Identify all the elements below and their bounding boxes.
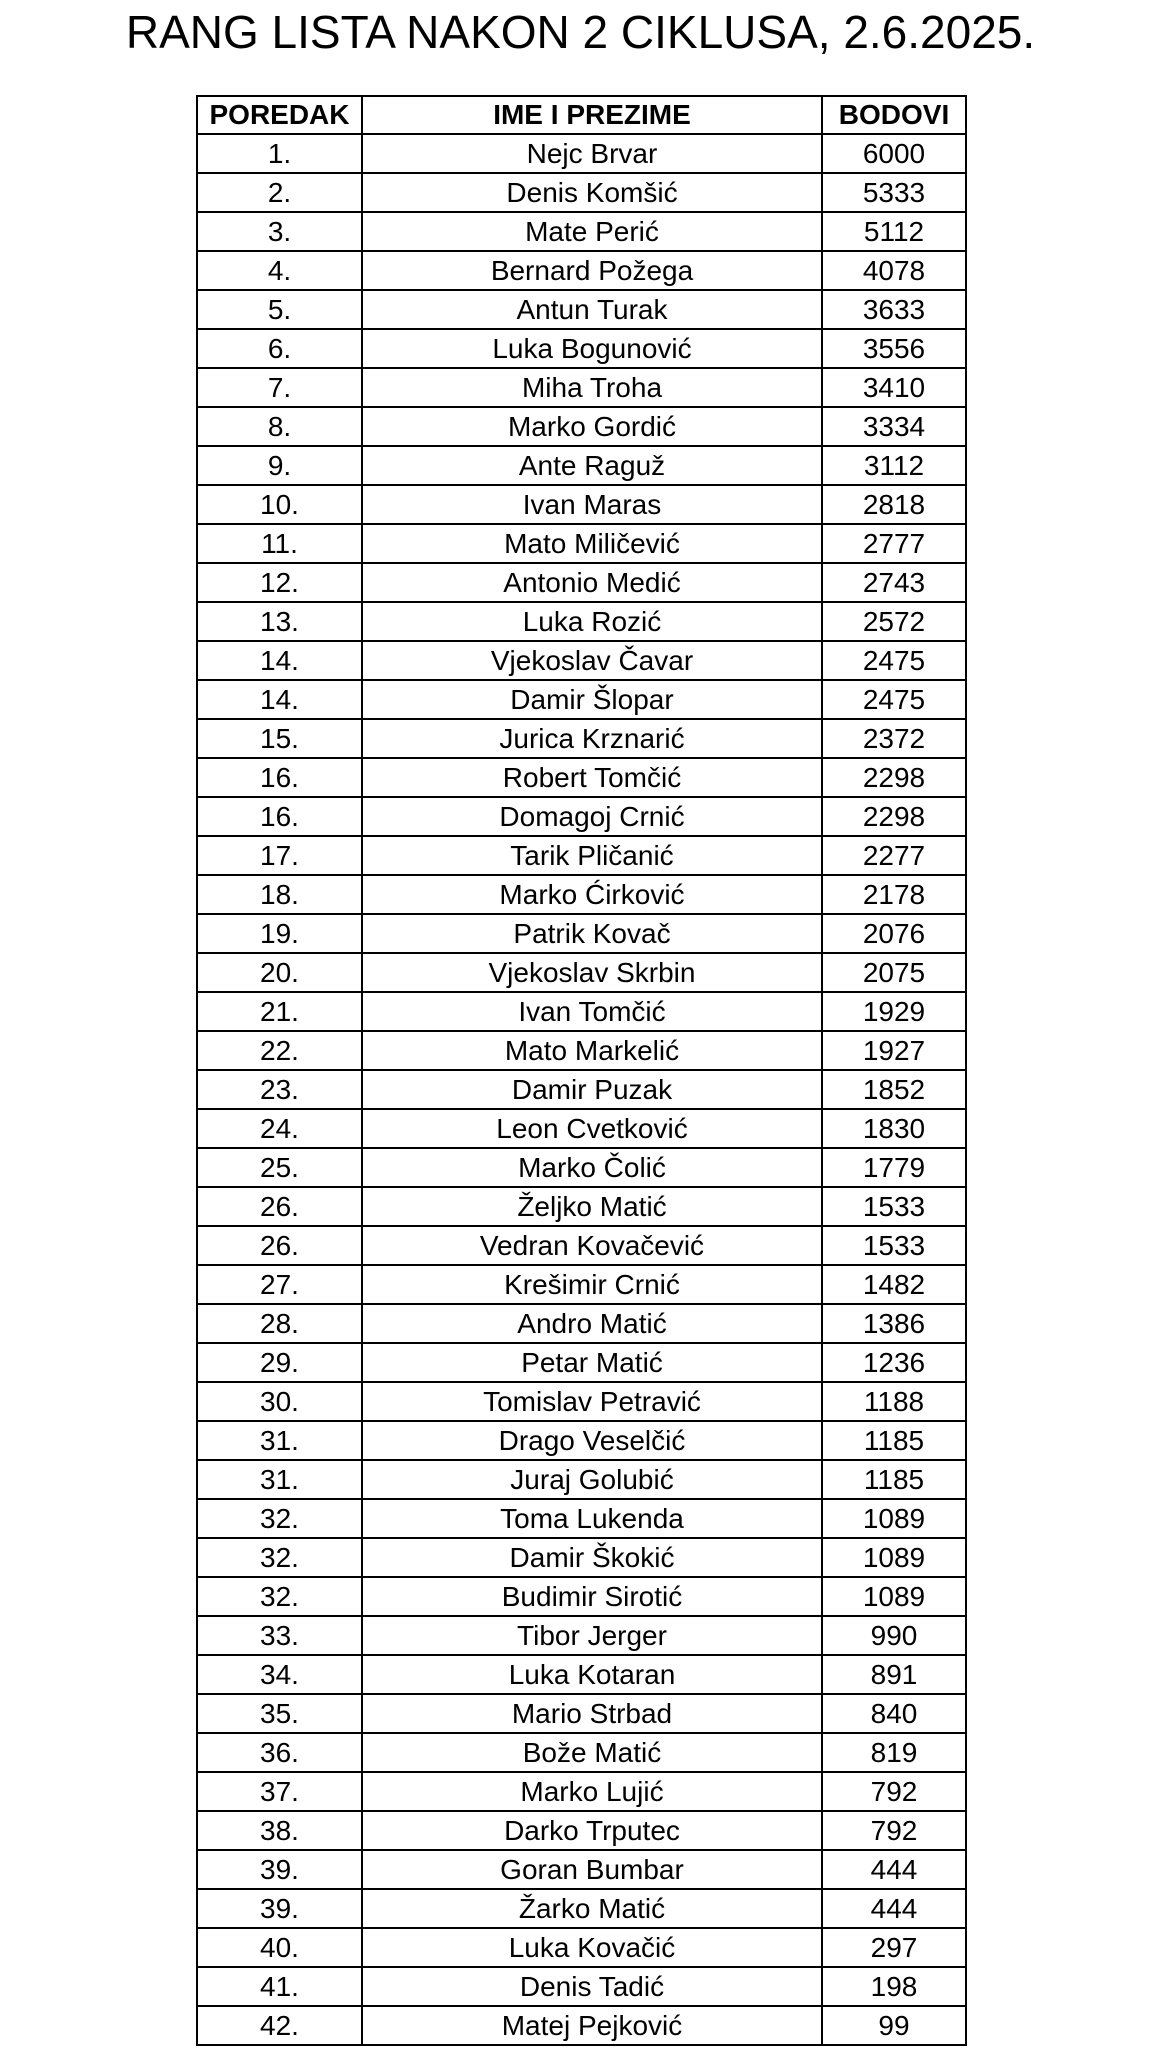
points-cell: 2076 — [822, 914, 966, 953]
points-cell: 1830 — [822, 1109, 966, 1148]
table-row — [197, 719, 966, 758]
table-row — [197, 1889, 966, 1928]
table-row — [197, 563, 966, 602]
rank-cell: 17. — [197, 836, 362, 875]
name-cell: Ivan Maras — [362, 485, 822, 524]
table-row — [197, 602, 966, 641]
rank-cell: 33. — [197, 1616, 362, 1655]
points-cell: 3556 — [822, 329, 966, 368]
name-cell: Tarik Pličanić — [362, 836, 822, 875]
name-cell: Miha Troha — [362, 368, 822, 407]
table-row — [197, 134, 966, 173]
rank-cell: 2. — [197, 173, 362, 212]
points-cell: 1533 — [822, 1226, 966, 1265]
name-cell: Mato Miličević — [362, 524, 822, 563]
name-cell: Antonio Medić — [362, 563, 822, 602]
points-cell: 444 — [822, 1850, 966, 1889]
points-cell: 1089 — [822, 1499, 966, 1538]
rank-cell: 32. — [197, 1577, 362, 1616]
table-row — [197, 875, 966, 914]
rank-cell: 27. — [197, 1265, 362, 1304]
page-title: RANG LISTA NAKON 2 CIKLUSA, 2.6.2025. — [125, 6, 1036, 58]
points-cell: 1185 — [822, 1421, 966, 1460]
name-cell: Luka Rozić — [362, 602, 822, 641]
points-cell: 990 — [822, 1616, 966, 1655]
table-row — [197, 173, 966, 212]
points-cell: 3334 — [822, 407, 966, 446]
rank-cell: 20. — [197, 953, 362, 992]
points-cell: 3112 — [822, 446, 966, 485]
rank-cell: 24. — [197, 1109, 362, 1148]
rank-cell: 21. — [197, 992, 362, 1031]
table-row — [197, 1070, 966, 1109]
points-cell: 5333 — [822, 173, 966, 212]
table-row — [197, 1226, 966, 1265]
rank-cell: 39. — [197, 1889, 362, 1928]
rank-cell: 5. — [197, 290, 362, 329]
points-cell: 1852 — [822, 1070, 966, 1109]
points-cell: 2298 — [822, 797, 966, 836]
rank-cell: 1. — [197, 134, 362, 173]
header-points: BODOVI — [822, 96, 966, 134]
points-cell: 792 — [822, 1772, 966, 1811]
table-row — [197, 1616, 966, 1655]
name-cell: Budimir Sirotić — [362, 1577, 822, 1616]
rank-cell: 15. — [197, 719, 362, 758]
table-row — [197, 212, 966, 251]
table-row — [197, 758, 966, 797]
points-cell: 819 — [822, 1733, 966, 1772]
rank-cell: 10. — [197, 485, 362, 524]
rank-cell: 32. — [197, 1499, 362, 1538]
table-row — [197, 1577, 966, 1616]
points-cell: 1927 — [822, 1031, 966, 1070]
name-cell: Denis Komšić — [362, 173, 822, 212]
name-cell: Goran Bumbar — [362, 1850, 822, 1889]
rank-cell: 30. — [197, 1382, 362, 1421]
name-cell: Jurica Krznarić — [362, 719, 822, 758]
table-row — [197, 2006, 966, 2045]
rank-cell: 34. — [197, 1655, 362, 1694]
points-cell: 4078 — [822, 251, 966, 290]
rank-cell: 26. — [197, 1187, 362, 1226]
rank-cell: 4. — [197, 251, 362, 290]
points-cell: 99 — [822, 2006, 966, 2045]
name-cell: Leon Cvetković — [362, 1109, 822, 1148]
points-cell: 2475 — [822, 641, 966, 680]
name-cell: Luka Kovačić — [362, 1928, 822, 1967]
header-row — [197, 96, 966, 134]
table-row — [197, 680, 966, 719]
rank-cell: 31. — [197, 1460, 362, 1499]
points-cell: 2178 — [822, 875, 966, 914]
name-cell: Mato Markelić — [362, 1031, 822, 1070]
points-cell: 1185 — [822, 1460, 966, 1499]
table-row — [197, 1031, 966, 1070]
rank-cell: 25. — [197, 1148, 362, 1187]
points-cell: 1188 — [822, 1382, 966, 1421]
header-rank: POREDAK — [197, 96, 362, 134]
name-cell: Marko Čolić — [362, 1148, 822, 1187]
table-row — [197, 1421, 966, 1460]
points-cell: 5112 — [822, 212, 966, 251]
rank-cell: 13. — [197, 602, 362, 641]
points-cell: 2743 — [822, 563, 966, 602]
name-cell: Mate Perić — [362, 212, 822, 251]
rank-cell: 41. — [197, 1967, 362, 2006]
table-row — [197, 1109, 966, 1148]
name-cell: Vedran Kovačević — [362, 1226, 822, 1265]
table-row — [197, 914, 966, 953]
rank-cell: 39. — [197, 1850, 362, 1889]
name-cell: Damir Puzak — [362, 1070, 822, 1109]
table-row — [197, 1187, 966, 1226]
name-cell: Patrik Kovač — [362, 914, 822, 953]
points-cell: 1779 — [822, 1148, 966, 1187]
points-cell: 444 — [822, 1889, 966, 1928]
points-cell: 792 — [822, 1811, 966, 1850]
name-cell: Andro Matić — [362, 1304, 822, 1343]
rank-cell: 31. — [197, 1421, 362, 1460]
rank-cell: 11. — [197, 524, 362, 563]
points-cell: 840 — [822, 1694, 966, 1733]
table-row — [197, 1655, 966, 1694]
table-row — [197, 524, 966, 563]
rank-cell: 7. — [197, 368, 362, 407]
name-cell: Ante Raguž — [362, 446, 822, 485]
table-row — [197, 446, 966, 485]
header-name: IME I PREZIME — [362, 96, 822, 134]
name-cell: Denis Tadić — [362, 1967, 822, 2006]
name-cell: Tomislav Petravić — [362, 1382, 822, 1421]
name-cell: Bernard Požega — [362, 251, 822, 290]
rank-cell: 26. — [197, 1226, 362, 1265]
points-cell: 1929 — [822, 992, 966, 1031]
points-cell: 2818 — [822, 485, 966, 524]
name-cell: Drago Veselčić — [362, 1421, 822, 1460]
name-cell: Robert Tomčić — [362, 758, 822, 797]
rank-cell: 3. — [197, 212, 362, 251]
points-cell: 1533 — [822, 1187, 966, 1226]
points-cell: 2075 — [822, 953, 966, 992]
name-cell: Domagoj Crnić — [362, 797, 822, 836]
table-header — [197, 96, 966, 134]
name-cell: Marko Ćirković — [362, 875, 822, 914]
rank-cell: 22. — [197, 1031, 362, 1070]
name-cell: Ivan Tomčić — [362, 992, 822, 1031]
name-cell: Damir Škokić — [362, 1538, 822, 1577]
rank-cell: 23. — [197, 1070, 362, 1109]
points-cell: 1482 — [822, 1265, 966, 1304]
table-row — [197, 1148, 966, 1187]
table-row — [197, 1538, 966, 1577]
name-cell: Juraj Golubić — [362, 1460, 822, 1499]
name-cell: Krešimir Crnić — [362, 1265, 822, 1304]
table-row — [197, 290, 966, 329]
name-cell: Antun Turak — [362, 290, 822, 329]
rank-cell: 14. — [197, 641, 362, 680]
table-row — [197, 1499, 966, 1538]
table-row — [197, 1694, 966, 1733]
rank-cell: 32. — [197, 1538, 362, 1577]
name-cell: Željko Matić — [362, 1187, 822, 1226]
table-row — [197, 1733, 966, 1772]
table-row — [197, 329, 966, 368]
table-row — [197, 251, 966, 290]
table-row — [197, 485, 966, 524]
table-row — [197, 953, 966, 992]
rank-cell: 36. — [197, 1733, 362, 1772]
rank-cell: 8. — [197, 407, 362, 446]
name-cell: Vjekoslav Skrbin — [362, 953, 822, 992]
name-cell: Žarko Matić — [362, 1889, 822, 1928]
points-cell: 297 — [822, 1928, 966, 1967]
name-cell: Bože Matić — [362, 1733, 822, 1772]
table-body — [197, 134, 966, 2045]
points-cell: 2475 — [822, 680, 966, 719]
rank-cell: 18. — [197, 875, 362, 914]
rank-cell: 6. — [197, 329, 362, 368]
name-cell: Mario Strbad — [362, 1694, 822, 1733]
rank-cell: 9. — [197, 446, 362, 485]
table-row — [197, 407, 966, 446]
points-cell: 891 — [822, 1655, 966, 1694]
name-cell: Nejc Brvar — [362, 134, 822, 173]
points-cell: 2372 — [822, 719, 966, 758]
name-cell: Petar Matić — [362, 1343, 822, 1382]
points-cell: 2572 — [822, 602, 966, 641]
table-row — [197, 1928, 966, 1967]
points-cell: 3410 — [822, 368, 966, 407]
rank-cell: 29. — [197, 1343, 362, 1382]
rank-cell: 38. — [197, 1811, 362, 1850]
table-row — [197, 1343, 966, 1382]
points-cell: 2777 — [822, 524, 966, 563]
table-row — [197, 1382, 966, 1421]
table-row — [197, 1772, 966, 1811]
table-row — [197, 1265, 966, 1304]
table-row — [197, 1811, 966, 1850]
name-cell: Tibor Jerger — [362, 1616, 822, 1655]
points-cell: 198 — [822, 1967, 966, 2006]
table-row — [197, 992, 966, 1031]
ranking-table — [196, 95, 967, 2046]
name-cell: Matej Pejković — [362, 2006, 822, 2045]
table-row — [197, 1967, 966, 2006]
name-cell: Toma Lukenda — [362, 1499, 822, 1538]
rank-cell: 37. — [197, 1772, 362, 1811]
rank-cell: 42. — [197, 2006, 362, 2045]
points-cell: 6000 — [822, 134, 966, 173]
rank-cell: 16. — [197, 758, 362, 797]
points-cell: 1089 — [822, 1538, 966, 1577]
rank-cell: 28. — [197, 1304, 362, 1343]
name-cell: Luka Bogunović — [362, 329, 822, 368]
points-cell: 2277 — [822, 836, 966, 875]
name-cell: Marko Lujić — [362, 1772, 822, 1811]
table-row — [197, 641, 966, 680]
rank-cell: 35. — [197, 1694, 362, 1733]
table-row — [197, 368, 966, 407]
rank-cell: 14. — [197, 680, 362, 719]
table-row — [197, 797, 966, 836]
points-cell: 2298 — [822, 758, 966, 797]
points-cell: 1089 — [822, 1577, 966, 1616]
rank-cell: 40. — [197, 1928, 362, 1967]
name-cell: Darko Trputec — [362, 1811, 822, 1850]
rank-cell: 12. — [197, 563, 362, 602]
table-row — [197, 1460, 966, 1499]
table-row — [197, 1850, 966, 1889]
points-cell: 1386 — [822, 1304, 966, 1343]
rank-cell: 16. — [197, 797, 362, 836]
points-cell: 1236 — [822, 1343, 966, 1382]
table-row — [197, 1304, 966, 1343]
name-cell: Luka Kotaran — [362, 1655, 822, 1694]
points-cell: 3633 — [822, 290, 966, 329]
name-cell: Marko Gordić — [362, 407, 822, 446]
name-cell: Damir Šlopar — [362, 680, 822, 719]
rank-cell: 19. — [197, 914, 362, 953]
table-row — [197, 836, 966, 875]
name-cell: Vjekoslav Čavar — [362, 641, 822, 680]
